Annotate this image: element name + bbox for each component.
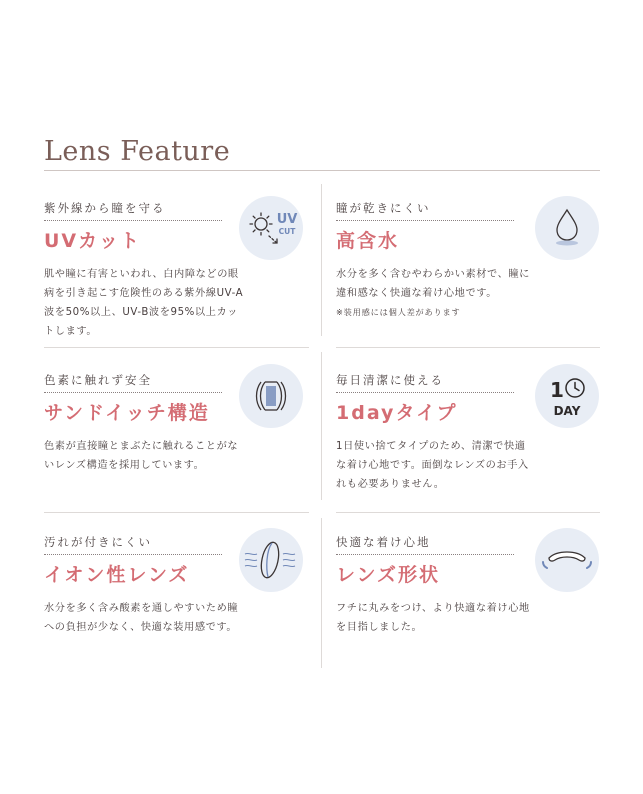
row-divider xyxy=(44,512,309,513)
feature-description: 水分を多く含むやわらかい素材で、瞳に違和感なく快適な着け心地です。 xyxy=(336,269,530,299)
feature-note: ※装用感には個人差があります xyxy=(336,307,461,317)
feature-headline: UVカット xyxy=(44,230,141,252)
one-day-number-text: 1 xyxy=(550,378,564,402)
row-divider xyxy=(44,347,309,348)
row-divider xyxy=(336,347,600,348)
label-dotted-line xyxy=(44,554,222,555)
one-day-clock-icon xyxy=(535,364,599,428)
ionic-lens-icon xyxy=(239,528,303,592)
feature-headline: 1dayタイプ xyxy=(336,402,458,424)
label-dotted-line xyxy=(336,392,514,393)
page-title: Lens Feature xyxy=(44,136,231,167)
feature-headline: サンドイッチ構造 xyxy=(44,402,210,424)
column-divider xyxy=(321,184,322,336)
feature-headline: イオン性レンズ xyxy=(44,564,190,586)
feature-headline: 高含水 xyxy=(336,230,400,252)
sandwich-lens-icon xyxy=(239,364,303,428)
row-divider xyxy=(336,512,600,513)
feature-headline: レンズ形状 xyxy=(336,564,440,586)
feature-label: 紫外線から瞳を守る xyxy=(44,201,166,215)
feature-description: 色素が直接瞳とまぶたに触れることがないレンズ構造を採用しています。 xyxy=(44,441,239,471)
feature-label: 毎日清潔に使える xyxy=(336,373,444,387)
feature-description: 1日使い捨てタイプのため、清潔で快適な着け心地です。面倒なレンズのお手入れも必要ありません。 xyxy=(336,441,529,490)
cut-icon-text: CUT xyxy=(278,227,296,236)
column-divider xyxy=(321,518,322,668)
feature-label: 瞳が乾きにくい xyxy=(336,201,431,215)
label-dotted-line xyxy=(336,220,514,221)
uv-cut-icon xyxy=(239,196,303,260)
lens-shape-icon xyxy=(535,528,599,592)
uv-icon-text: UV xyxy=(276,212,298,227)
title-divider xyxy=(44,170,600,171)
feature-description: フチに丸みをつけ、より快適な着け心地を目指しました。 xyxy=(336,603,530,633)
label-dotted-line xyxy=(44,392,222,393)
feature-label: 快適な着け心地 xyxy=(336,535,431,549)
column-divider xyxy=(321,352,322,500)
feature-label: 色素に触れず安全 xyxy=(44,373,152,387)
label-dotted-line xyxy=(44,220,222,221)
label-dotted-line xyxy=(336,554,514,555)
feature-label: 汚れが付きにくい xyxy=(44,535,152,549)
feature-description: 肌や瞳に有害といわれ、白内障などの眼病を引き起こす危険性のある紫外線UV-A波を50%以上、UV-B波を95%以上カットします。 xyxy=(44,269,244,337)
feature-description: 水分を多く含み酸素を通しやすいため瞳への負担が少なく、快適な装用感です。 xyxy=(44,603,239,633)
water-drop-icon xyxy=(535,196,599,260)
one-day-label-text: DAY xyxy=(553,404,581,418)
